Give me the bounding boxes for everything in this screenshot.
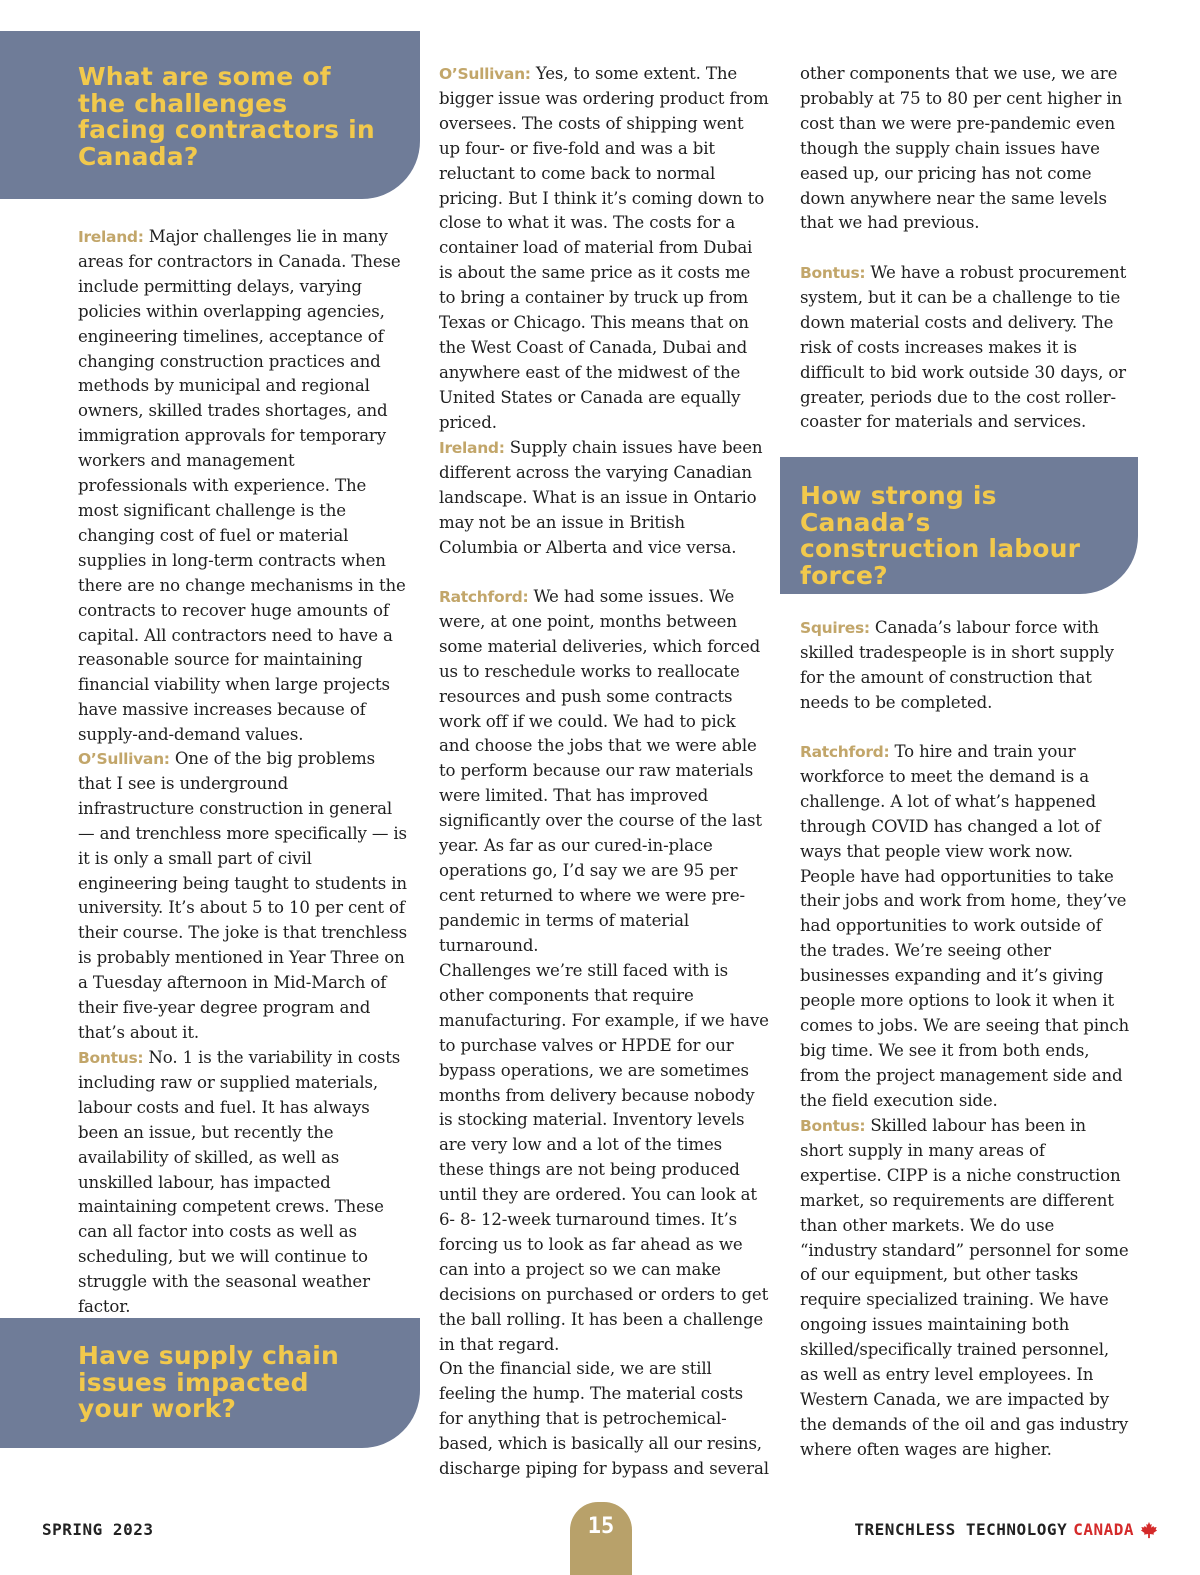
publication-country: CANADA xyxy=(1073,1520,1134,1539)
answer-paragraph xyxy=(439,585,769,959)
answer-paragraph xyxy=(439,436,769,561)
speaker-name: Ireland: xyxy=(78,228,144,246)
answer-text: We had some issues. We were, at one point, months between some material deliveries, which forced us to reschedule works to reallocate resources and push some contracts work off if we could. We had to pick and choose the jobs that we were able to perform because our raw materials were limited. That has improved significantly over the course of the last year. As far as our cured-in-place operations go, I’d say we are 95 per cent returned to where we were pre-pandemic in terms of material turnaround. xyxy=(439,587,762,955)
answer-text: Challenges we’re still faced with is other components that require manufacturing. For example, if we have to purchase valves or HPDE for our bypass operations, we are sometimes months from delivery because nobody is stocking material. Inventory levels are very low and a lot of the times these things are not being produced until they are ordered. You can look at 6- 8- 12-week turnaround times. It’s forcing us to look as far ahead as we can into a project so we can make decisions on purchased or orders to get the ball rolling. It has been a challenge in that regard. xyxy=(439,961,769,1354)
answer-text: other components that we use, we are probably at 75 to 80 per cent higher in cost than we were pre-pandemic even though the supply chain issues have eased up, our pricing has not come down anywhere near the same levels that we had previous. xyxy=(800,64,1123,233)
answer-text: On the financial side, we are still feeling the hump. The material costs for anything that is petrochemical-based, which is basically all our resins, discharge piping for bypass and several xyxy=(439,1359,769,1478)
answer-text: One of the big problems that I see is underground infrastructure construction in general — and trenchless more specifically — is it is only a small part of civil engineering being taught to students in university. It’s about 5 to 10 per cent of their course. The joke is that trenchless is probably mentioned in Year Three on a Tuesday afternoon in Mid-March of their five-year degree program and that’s about it. xyxy=(78,749,407,1042)
speaker-name: Ireland: xyxy=(439,439,505,457)
publication-name xyxy=(854,1520,1158,1539)
issue-label: SPRING 2023 xyxy=(42,1520,154,1539)
answer-paragraph xyxy=(800,261,1130,435)
answer-paragraph xyxy=(800,62,1130,236)
answer-text: Skilled labour has been in short supply in many areas of expertise. CIPP is a niche construction market, so requirements are different than other markets. We do use “industry standard” personnel for some of our equipment, but other tasks require specialized training. We have ongoing issues maintaining both skilled/specifically trained personnel, as well as entry level employees. In Western Canada, we are impacted by the demands of the oil and gas industry where often wages are higher. xyxy=(800,1116,1129,1459)
question-heading: What are some of the challenges facing contractors in Canada? xyxy=(78,62,375,171)
speaker-name: Bontus: xyxy=(800,1117,866,1135)
answer-text: Canada’s labour force with skilled tradespeople is in short supply for the amount of construction that needs to be completed. xyxy=(800,618,1114,712)
answer-paragraph xyxy=(800,1114,1130,1463)
answer-text: To hire and train your workforce to meet the demand is a challenge. A lot of what’s happened through COVID has changed a lot of ways that people view work now. People have had opportunities to take their jobs and work from home, they’ve had opportunities to work outside of the trades. We’re seeing other businesses expanding and it’s giving people more options to look it when it comes to jobs. We are seeing that pinch big time. We see it from both ends, from the project management side and the field execution side. xyxy=(800,742,1130,1110)
question-heading: Have supply chain issues impacted your work? xyxy=(78,1341,340,1423)
speaker-name: O’Sullivan: xyxy=(439,65,531,83)
question-box-challenges xyxy=(0,31,420,199)
answer-paragraph xyxy=(439,959,769,1358)
answer-text: No. 1 is the variability in costs including raw or supplied materials, labour costs and fuel. It has always been an issue, but recently the availability of skilled, as well as unskilled labour, has impacted maintaining competent crews. These can all factor into costs as well as scheduling, but we will continue to struggle with the seasonal weather factor. xyxy=(78,1048,401,1317)
page-number: 15 xyxy=(570,1502,632,1575)
answer-text: We have a robust procurement system, but it can be a challenge to tie down material costs and delivery. The risk of costs increases makes it is difficult to bid work outside 30 days, or greater, periods due to the cost roller-coaster for materials and services. xyxy=(800,263,1127,432)
answer-paragraph xyxy=(800,616,1130,716)
answer-paragraph xyxy=(78,225,408,748)
answer-paragraph xyxy=(78,747,408,1046)
answer-paragraph xyxy=(78,1046,408,1320)
speaker-name: O’Sullivan: xyxy=(78,750,170,768)
speaker-name: Ratchford: xyxy=(439,588,529,606)
answer-paragraph xyxy=(439,62,769,436)
answer-paragraph xyxy=(800,740,1130,1114)
question-box-supply-chain xyxy=(0,1318,420,1448)
question-box-labour-force xyxy=(780,457,1138,594)
answer-paragraph xyxy=(439,1357,769,1482)
maple-leaf-icon xyxy=(1140,1521,1158,1539)
answer-text: Major challenges lie in many areas for contractors in Canada. These include permitting delays, varying policies within overlapping agencies, engineering timelines, acceptance of changing construction practices and methods by municipal and regional owners, skilled trades shortages, and immigration approvals for temporary workers and management professionals with experience. The most significant challenge is the changing cost of fuel or material supplies in long-term contracts when there are no change mechanisms in the contracts to recover huge amounts of capital. All contractors need to have a reasonable source for maintaining financial viability when large projects have massive increases because of supply-and-demand values. xyxy=(78,227,406,745)
answer-text: Yes, to some extent. The bigger issue was ordering product from oversees. The costs of shipping went up four- or five-fold and was a bit reluctant to come back to normal pricing. But I think it’s coming down to close to what it was. The costs for a container load of material from Dubai is about the same price as it costs me to bring a container by truck up from Texas or Chicago. This means that on the West Coast of Canada, Dubai and anywhere east of the midwest of the United States or Canada are equally priced. xyxy=(439,64,769,432)
question-heading: How strong is Canada’s construction labour force? xyxy=(800,481,1081,590)
speaker-name: Bontus: xyxy=(78,1049,144,1067)
answer-text: Supply chain issues have been different across the varying Canadian landscape. What is an issue in Ontario may not be an issue in British Columbia or Alberta and vice versa. xyxy=(439,438,763,557)
speaker-name: Bontus: xyxy=(800,264,866,282)
speaker-name: Ratchford: xyxy=(800,743,890,761)
publication-title: TRENCHLESS TECHNOLOGY xyxy=(854,1520,1068,1539)
speaker-name: Squires: xyxy=(800,619,870,637)
